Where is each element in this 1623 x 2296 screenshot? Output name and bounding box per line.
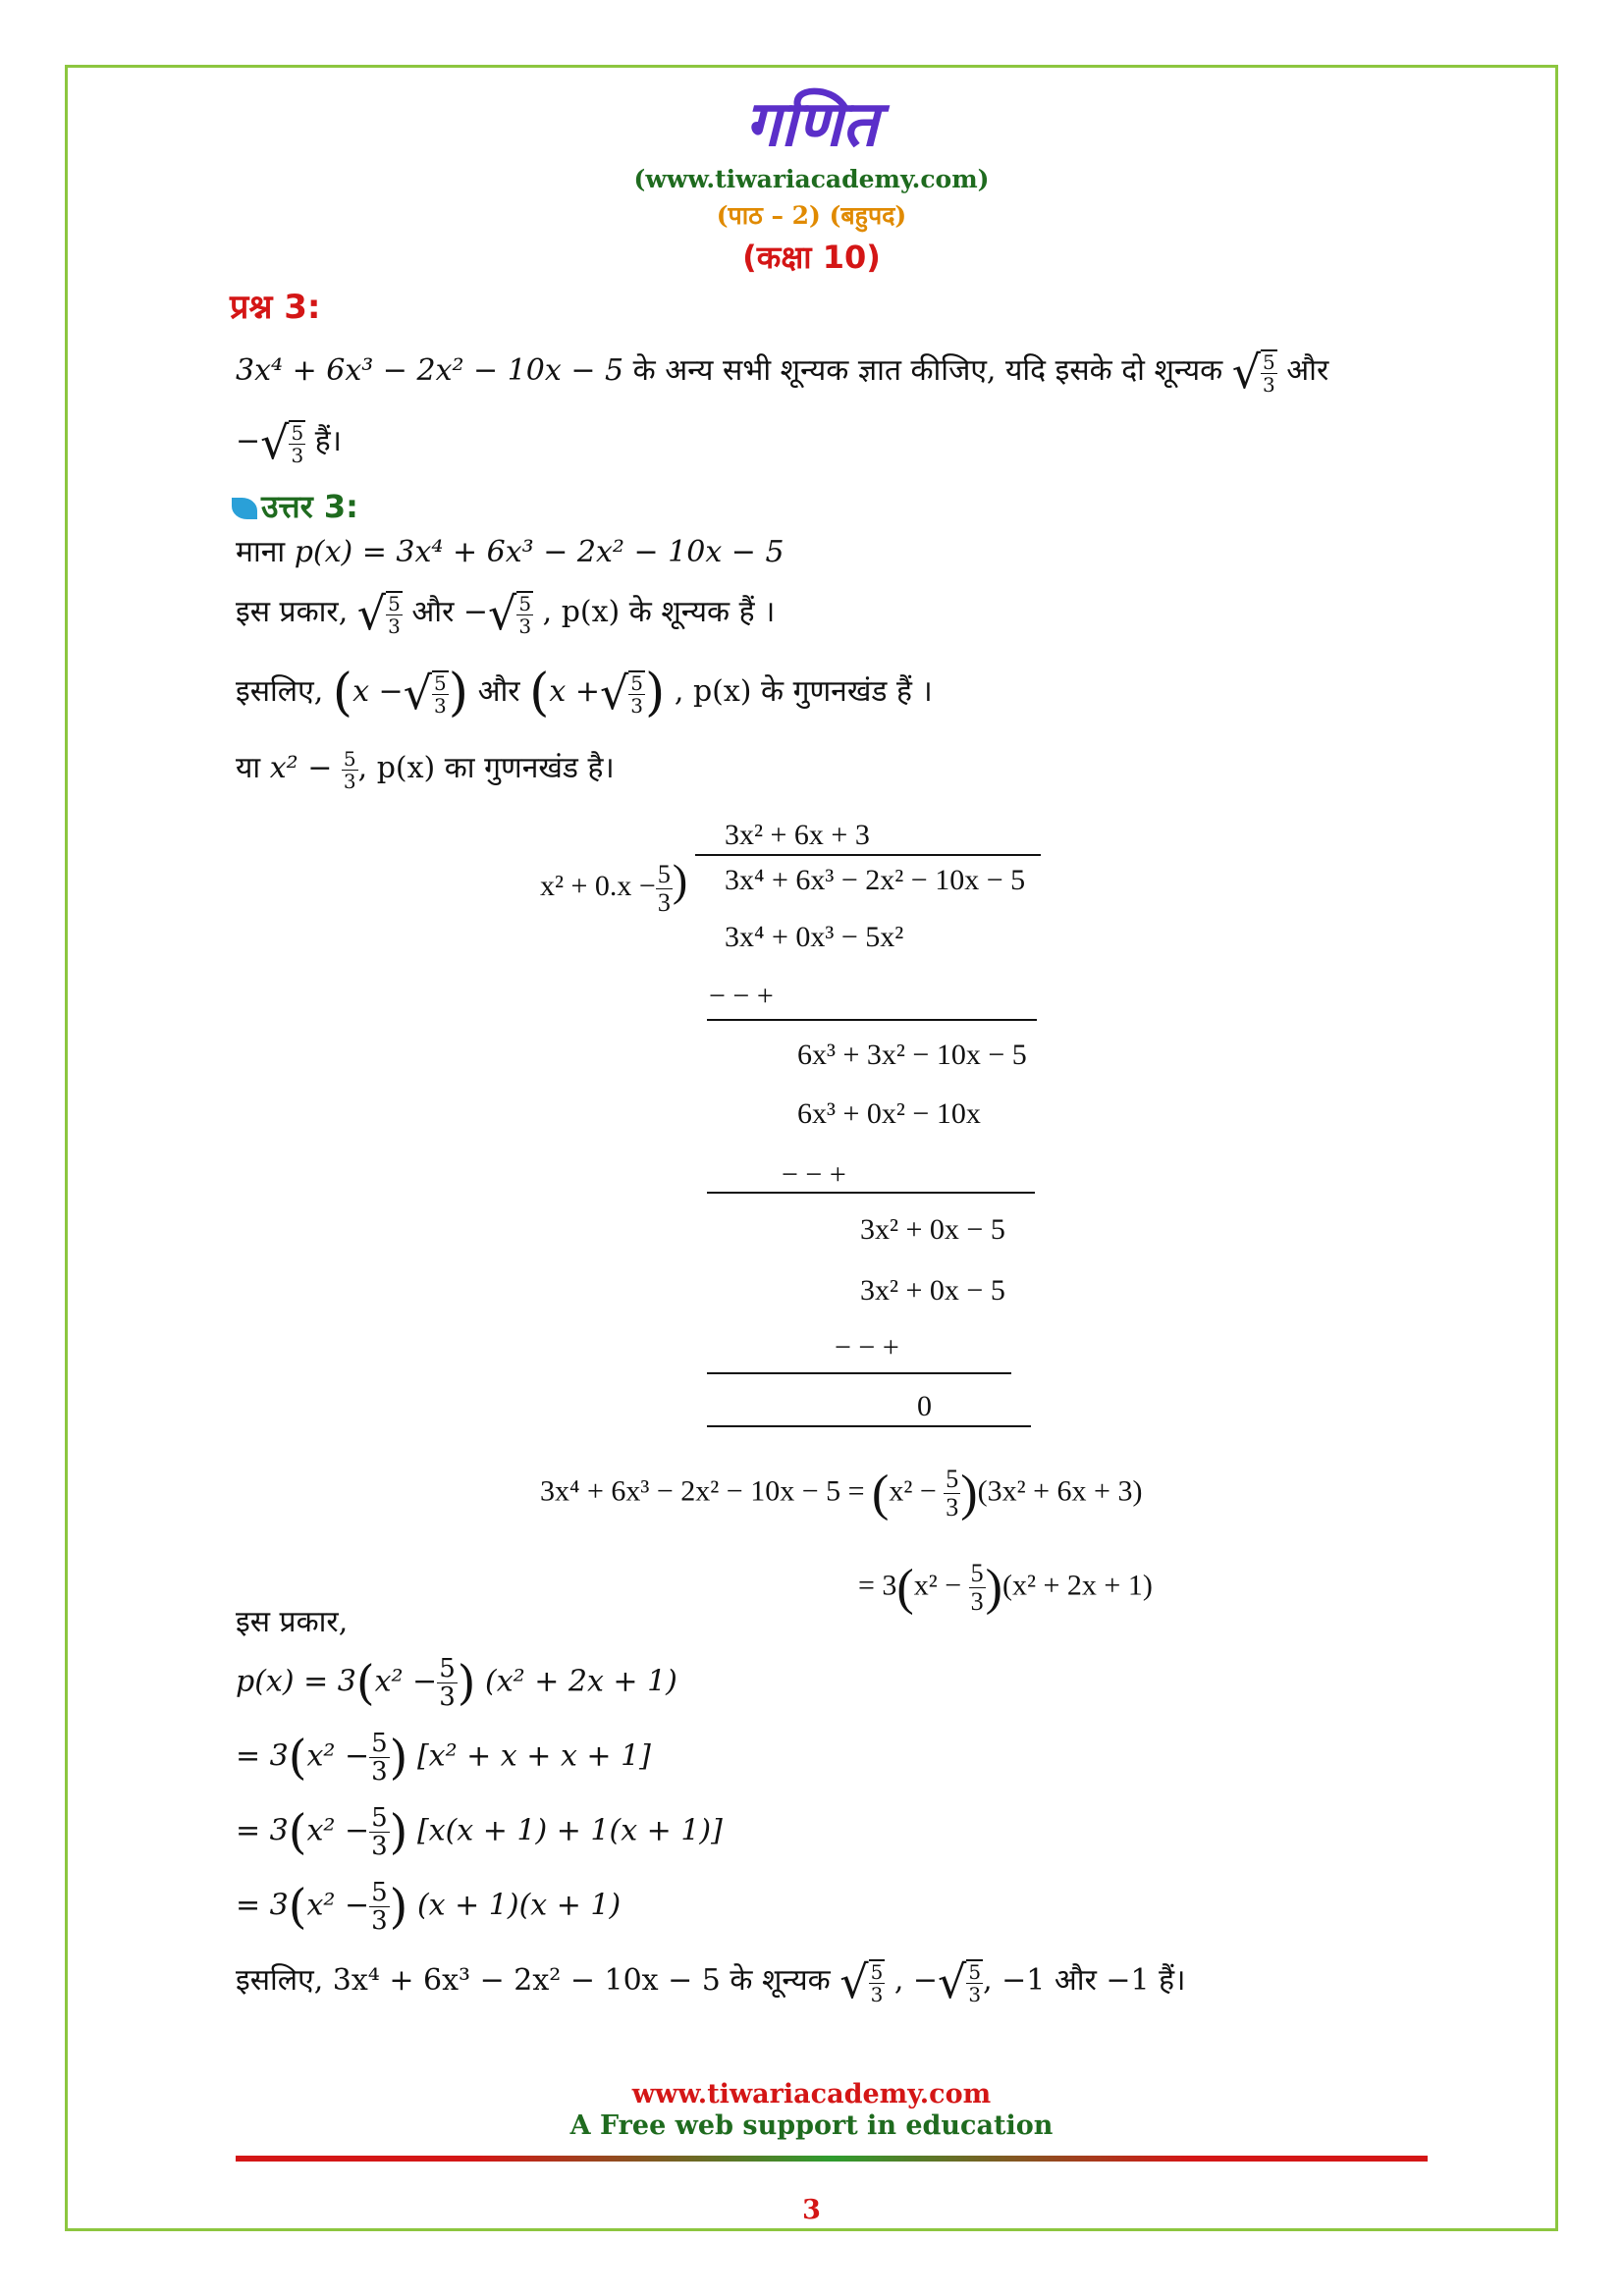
identity-line-1: 3x⁴ + 6x³ − 2x² − 10x − 5 = (x² − $\frac{5}{3}$ )(3x² + 6x + 3) [540,1465,1143,1522]
answer-line-4: या x² − $\frac{5}{3}$ , p(x) का गुणनखंड है। [236,746,615,793]
header-site: (www.tiwariacademy.com) [633,165,990,193]
division-line-4 [707,1425,1031,1427]
division-divisor: x² + 0.x − $\frac{5}{3}$ ) [540,855,688,917]
question-end: हैं। [314,424,343,458]
page-number: 3 [802,2195,821,2225]
division-step-1: 3x⁴ + 0x³ − 5x² [725,921,904,953]
division-remainder-1: 6x³ + 3x² − 10x − 5 [797,1039,1027,1071]
header-class: (कक्षा 10) [742,239,881,276]
steps-intro: इस प्रकार, [236,1605,349,1639]
neg-sqrt-five-thirds: √ $\frac{5}{3}$ [260,416,304,469]
identity-line-2: = 3(x² − $\frac{5}{3}$ )(x² + 2x + 1) [858,1559,1153,1616]
footer-divider [236,2156,1428,2162]
division-quotient: 3x² + 6x + 3 [725,819,870,851]
footer-tagline: A Free web support in education [569,2110,1054,2141]
division-signs-3: − − + [835,1331,899,1363]
division-line-3 [707,1372,1011,1374]
answer-heading: उत्तर 3: [232,485,358,527]
division-dividend: 3x⁴ + 6x³ − 2x² − 10x − 5 [725,864,1026,896]
division-signs-2: − − + [782,1158,846,1191]
page-title: गणित [744,88,879,161]
division-step-2: 6x³ + 0x² − 10x [797,1097,981,1130]
final-answer: इसलिए, 3x⁴ + 6x³ − 2x² − 10x − 5 के शून्यक √ $\frac{5}{3}$ , −√ $\frac{5}{3}$ , −1 और −1 हैं। [236,1955,1186,2008]
question-line-1 [236,346,1328,399]
question-line-2: −√ $\frac{5}{3}$ हैं। [236,416,343,469]
answer-line-1: माना p(x) = 3x⁴ + 6x³ − 2x² − 10x − 5 [236,535,784,569]
leaf-icon [232,498,257,519]
step-1: p(x) = 3(x² − $\frac{5}{3}$ ) (x² + 2x + 1) [236,1654,677,1712]
question-text: के अन्य सभी शून्यक ज्ञात कीजिए, यदि इसके दो शून्यक [632,353,1223,388]
answer-line-3: इसलिए, (x −√ $\frac{5}{3}$ ) और (x +√ $\frac{5}{3}$ ) , p(x) के गुणनखंड हैं । [236,664,933,722]
division-signs-1: − − + [709,980,774,1012]
sqrt-five-thirds: √ $\frac{5}{3}$ [1231,346,1275,399]
division-bar [695,854,1041,856]
division-remainder-3: 0 [917,1390,932,1422]
question-and: और [1286,353,1329,388]
step-4: = 3(x² − $\frac{5}{3}$ ) (x + 1)(x + 1) [236,1878,622,1936]
step-3: = 3(x² − $\frac{5}{3}$ ) [x(x + 1) + 1(x + 1)] [236,1803,723,1861]
question-heading: प्रश्न 3: [230,288,321,327]
division-remainder-2: 3x² + 0x − 5 [860,1213,1005,1246]
division-line-2 [707,1192,1035,1194]
question-polynomial: 3x⁴ + 6x³ − 2x² − 10x − 5 [236,353,624,388]
step-2: = 3(x² − $\frac{5}{3}$ ) [x² + x + x + 1] [236,1729,651,1787]
division-step-3: 3x² + 0x − 5 [860,1274,1005,1307]
footer-site-link[interactable]: www.tiwariacademy.com [631,2079,992,2109]
answer-line-2: इस प्रकार, √ $\frac{5}{3}$ और −√ $\frac{5}{3}$ , p(x) के शून्यक हैं । [236,587,776,640]
division-line-1 [707,1019,1037,1021]
header-chapter: (पाठ – 2) (बहुपद) [716,201,907,230]
